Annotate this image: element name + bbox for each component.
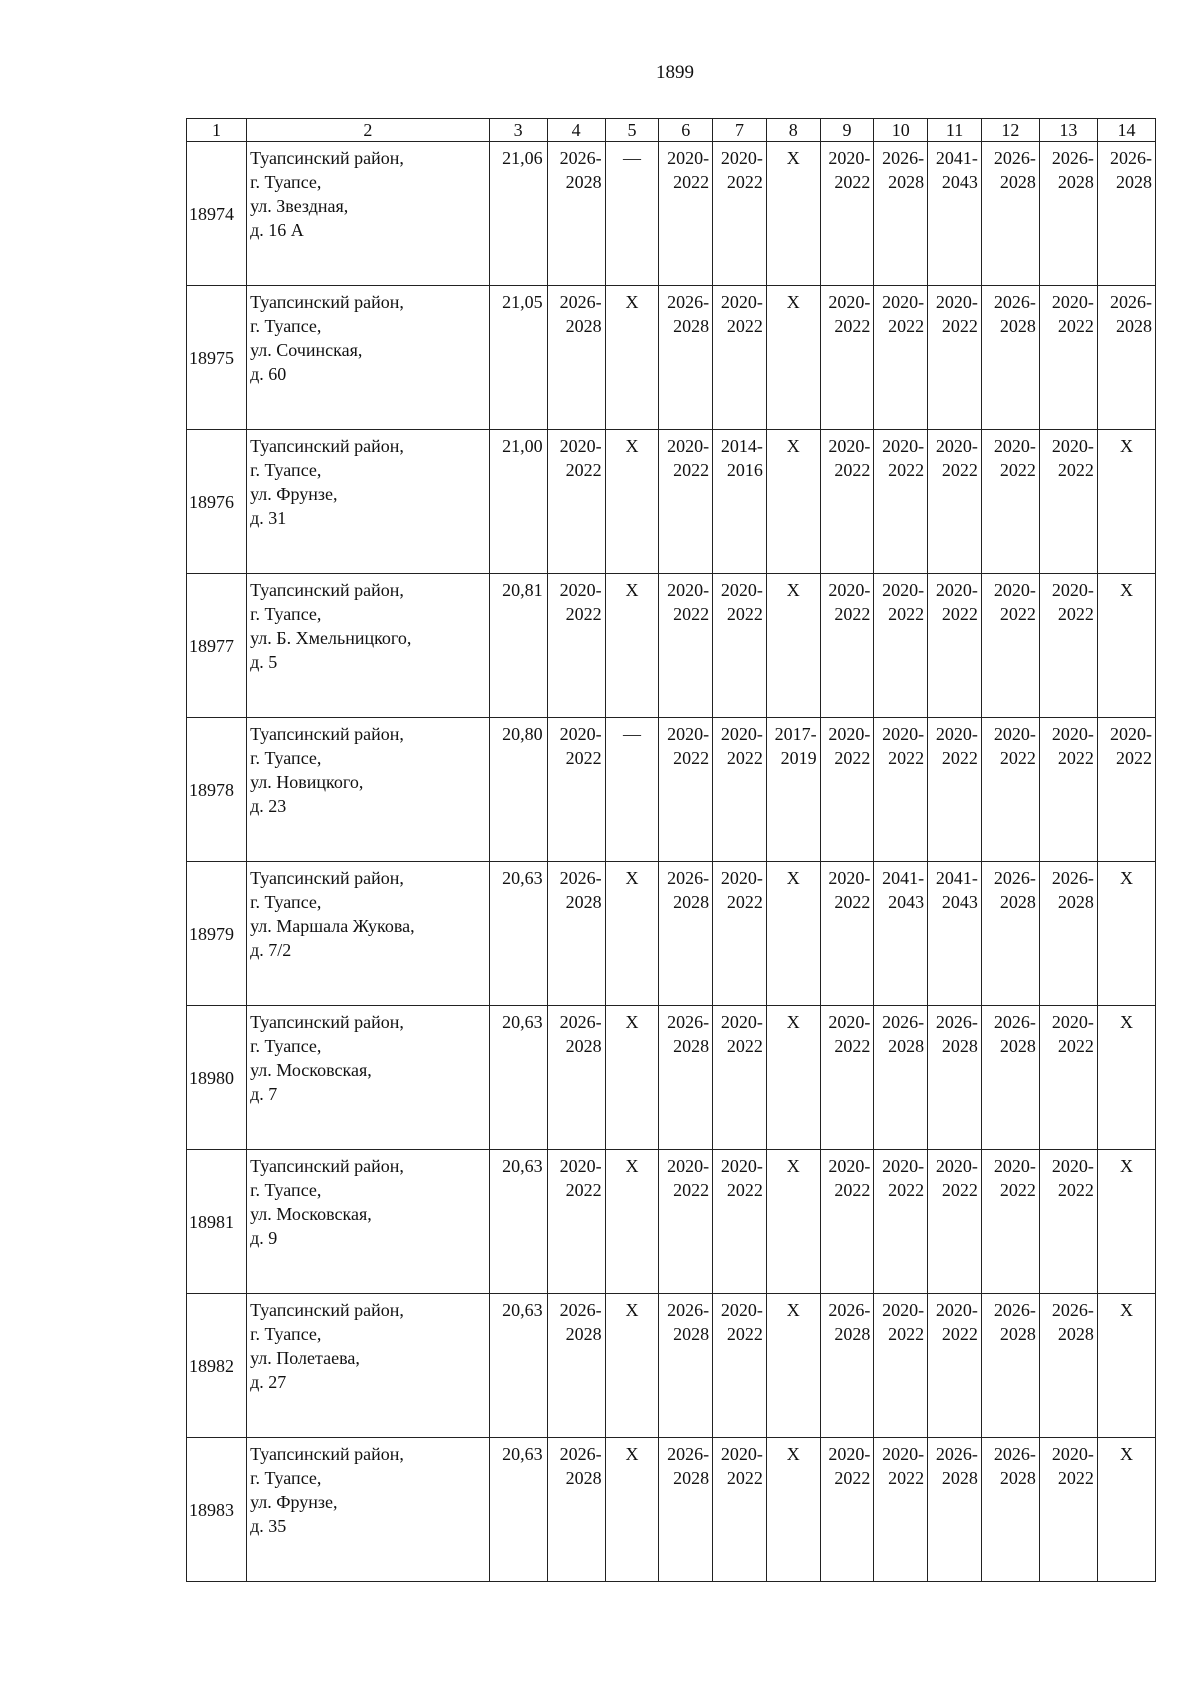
address-line: д. 35	[250, 1516, 287, 1536]
period-cell: 2020- 2022	[1039, 286, 1097, 430]
period-cell: 2020- 2022	[928, 286, 982, 430]
period-cell: 2041- 2043	[928, 142, 982, 286]
column-header: 10	[874, 119, 928, 142]
period-cell: 2041- 2043	[874, 862, 928, 1006]
address-cell	[247, 142, 490, 286]
period-cell: 2026- 2028	[1039, 1294, 1097, 1438]
period-cell: 2026- 2028	[547, 1006, 605, 1150]
address-cell	[247, 1150, 490, 1294]
mark-cell: X	[1097, 1150, 1155, 1294]
row-number: 18981	[187, 1150, 247, 1294]
address-line: Туапсинский район,	[250, 1300, 404, 1320]
mark-cell: X	[766, 142, 820, 286]
period-cell: 2020- 2022	[928, 574, 982, 718]
address-line: Туапсинский район,	[250, 1156, 404, 1176]
address-line: д. 7	[250, 1084, 278, 1104]
column-header: 7	[713, 119, 767, 142]
mark-cell: X	[1097, 574, 1155, 718]
mark-cell: X	[766, 1150, 820, 1294]
period-cell: 2026- 2028	[1097, 142, 1155, 286]
period-cell: 2020- 2022	[1039, 718, 1097, 862]
period-cell: 2026- 2028	[928, 1006, 982, 1150]
address-cell	[247, 1006, 490, 1150]
cost-cell: 20,63	[489, 1294, 547, 1438]
mark-cell: X	[1097, 1438, 1155, 1582]
address-cell	[247, 286, 490, 430]
column-header: 11	[928, 119, 982, 142]
period-cell: 2020- 2022	[820, 286, 874, 430]
column-header: 12	[981, 119, 1039, 142]
address-line: ул. Фрунзе,	[250, 484, 338, 504]
address-cell	[247, 718, 490, 862]
address-line: ул. Фрунзе,	[250, 1492, 338, 1512]
column-header: 3	[489, 119, 547, 142]
period-cell: 2020- 2022	[981, 430, 1039, 574]
row-number: 18983	[187, 1438, 247, 1582]
period-cell: 2026- 2028	[659, 1438, 713, 1582]
period-cell: 2020- 2022	[820, 574, 874, 718]
address-cell	[247, 1294, 490, 1438]
period-cell: 2026- 2028	[981, 1294, 1039, 1438]
address-line: г. Туапсе,	[250, 1036, 322, 1056]
period-cell: 2020- 2022	[659, 574, 713, 718]
period-cell: 2020- 2022	[1039, 1150, 1097, 1294]
period-cell: 2020- 2022	[713, 142, 767, 286]
table-row	[187, 1150, 1156, 1294]
table-row	[187, 430, 1156, 574]
cost-cell: 21,00	[489, 430, 547, 574]
address-line: г. Туапсе,	[250, 1468, 322, 1488]
address-line: Туапсинский район,	[250, 724, 404, 744]
period-cell: 2020- 2022	[659, 718, 713, 862]
period-cell: 2020- 2022	[1039, 574, 1097, 718]
address-line: ул. Маршала Жукова,	[250, 916, 415, 936]
column-header: 6	[659, 119, 713, 142]
address-line: г. Туапсе,	[250, 316, 322, 336]
address-line: г. Туапсе,	[250, 748, 322, 768]
address-line: Туапсинский район,	[250, 292, 404, 312]
period-cell: 2020- 2022	[874, 1294, 928, 1438]
period-cell: 2026- 2028	[547, 862, 605, 1006]
period-cell: 2020- 2022	[874, 430, 928, 574]
period-cell: 2020- 2022	[713, 1006, 767, 1150]
row-number: 18976	[187, 430, 247, 574]
period-cell: 2026- 2028	[981, 1438, 1039, 1582]
address-line: д. 16 А	[250, 220, 304, 240]
period-cell: 2026- 2028	[547, 286, 605, 430]
address-line: д. 60	[250, 364, 287, 384]
table-row	[187, 1438, 1156, 1582]
column-header: 13	[1039, 119, 1097, 142]
period-cell: 2020- 2022	[981, 574, 1039, 718]
row-number: 18980	[187, 1006, 247, 1150]
period-cell: 2020- 2022	[547, 1150, 605, 1294]
period-cell: 2020- 2022	[820, 718, 874, 862]
period-cell: 2020- 2022	[1039, 430, 1097, 574]
mark-cell: —	[605, 142, 659, 286]
period-cell: 2020- 2022	[713, 1438, 767, 1582]
column-header: 14	[1097, 119, 1155, 142]
period-cell: 2020- 2022	[659, 430, 713, 574]
cost-cell: 20,63	[489, 1150, 547, 1294]
address-line: ул. Полетаева,	[250, 1348, 360, 1368]
cost-cell: 20,80	[489, 718, 547, 862]
address-line: д. 23	[250, 796, 287, 816]
cost-cell: 20,81	[489, 574, 547, 718]
column-header: 4	[547, 119, 605, 142]
column-header: 1	[187, 119, 247, 142]
mark-cell: X	[1097, 862, 1155, 1006]
period-cell: 2020- 2022	[713, 286, 767, 430]
period-cell: 2020- 2022	[820, 142, 874, 286]
mark-cell: X	[766, 1438, 820, 1582]
mark-cell: X	[766, 286, 820, 430]
period-cell: 2026- 2028	[1097, 286, 1155, 430]
period-cell: 2020- 2022	[874, 1150, 928, 1294]
period-cell: 2020- 2022	[713, 718, 767, 862]
address-line: ул. Московская,	[250, 1204, 372, 1224]
mark-cell: X	[605, 1006, 659, 1150]
period-cell: 2026- 2028	[981, 286, 1039, 430]
mark-cell: X	[1097, 1006, 1155, 1150]
address-line: ул. Московская,	[250, 1060, 372, 1080]
address-line: д. 31	[250, 508, 287, 528]
address-line: ул. Звездная,	[250, 196, 349, 216]
period-cell: 2020- 2022	[928, 718, 982, 862]
period-cell: 2020- 2022	[820, 1438, 874, 1582]
address-line: г. Туапсе,	[250, 172, 322, 192]
address-line: д. 9	[250, 1228, 278, 1248]
cost-cell: 20,63	[489, 862, 547, 1006]
table-row	[187, 286, 1156, 430]
address-cell	[247, 862, 490, 1006]
mark-cell: X	[605, 286, 659, 430]
column-header: 5	[605, 119, 659, 142]
table-row	[187, 862, 1156, 1006]
period-cell: 2020- 2022	[1039, 1438, 1097, 1582]
period-cell: 2026- 2028	[874, 142, 928, 286]
period-cell: 2020- 2022	[928, 430, 982, 574]
period-cell: 2017- 2019	[766, 718, 820, 862]
table-row	[187, 718, 1156, 862]
address-cell	[247, 574, 490, 718]
period-cell: 2026- 2028	[547, 142, 605, 286]
cost-cell: 20,63	[489, 1006, 547, 1150]
table-row	[187, 574, 1156, 718]
address-line: г. Туапсе,	[250, 1324, 322, 1344]
cost-cell: 20,63	[489, 1438, 547, 1582]
address-line: Туапсинский район,	[250, 1012, 404, 1032]
address-line: д. 5	[250, 652, 278, 672]
period-cell: 2020- 2022	[1039, 1006, 1097, 1150]
mark-cell: X	[1097, 430, 1155, 574]
period-cell: 2026- 2028	[547, 1438, 605, 1582]
period-cell: 2020- 2022	[874, 574, 928, 718]
address-line: Туапсинский район,	[250, 868, 404, 888]
row-number: 18979	[187, 862, 247, 1006]
table-row	[187, 1006, 1156, 1150]
table-row	[187, 142, 1156, 286]
period-cell: 2026- 2028	[659, 862, 713, 1006]
period-cell: 2026- 2028	[659, 1294, 713, 1438]
period-cell: 2026- 2028	[1039, 142, 1097, 286]
address-line: г. Туапсе,	[250, 1180, 322, 1200]
column-number-row	[187, 119, 1156, 142]
period-cell: 2020- 2022	[981, 718, 1039, 862]
period-cell: 2020- 2022	[547, 430, 605, 574]
period-cell: 2014- 2016	[713, 430, 767, 574]
address-line: Туапсинский район,	[250, 148, 404, 168]
period-cell: 2026- 2028	[928, 1438, 982, 1582]
period-cell: 2020- 2022	[659, 142, 713, 286]
period-cell: 2026- 2028	[659, 1006, 713, 1150]
mark-cell: X	[605, 574, 659, 718]
address-line: д. 7/2	[250, 940, 292, 960]
address-line: д. 27	[250, 1372, 287, 1392]
period-cell: 2026- 2028	[981, 862, 1039, 1006]
mark-cell: X	[605, 1294, 659, 1438]
address-line: ул. Новицкого,	[250, 772, 364, 792]
period-cell: 2020- 2022	[874, 286, 928, 430]
period-cell: 2020- 2022	[928, 1150, 982, 1294]
period-cell: 2020- 2022	[874, 1438, 928, 1582]
mark-cell: X	[766, 1006, 820, 1150]
mark-cell: —	[605, 718, 659, 862]
cost-cell: 21,06	[489, 142, 547, 286]
row-number: 18977	[187, 574, 247, 718]
period-cell: 2020- 2022	[820, 862, 874, 1006]
mark-cell: X	[605, 430, 659, 574]
address-cell	[247, 1438, 490, 1582]
address-line: г. Туапсе,	[250, 892, 322, 912]
column-header: 2	[247, 119, 490, 142]
mark-cell: X	[605, 862, 659, 1006]
period-cell: 2020- 2022	[981, 1150, 1039, 1294]
period-cell: 2020- 2022	[820, 1006, 874, 1150]
column-header: 9	[820, 119, 874, 142]
period-cell: 2041- 2043	[928, 862, 982, 1006]
period-cell: 2020- 2022	[928, 1294, 982, 1438]
address-cell	[247, 430, 490, 574]
period-cell: 2026- 2028	[981, 1006, 1039, 1150]
page-number: 1899	[656, 62, 694, 83]
period-cell: 2020- 2022	[713, 1150, 767, 1294]
mark-cell: X	[1097, 1294, 1155, 1438]
row-number: 18975	[187, 286, 247, 430]
period-cell: 2026- 2028	[1039, 862, 1097, 1006]
mark-cell: X	[605, 1150, 659, 1294]
row-number: 18982	[187, 1294, 247, 1438]
address-line: Туапсинский район,	[250, 580, 404, 600]
period-cell: 2020- 2022	[1097, 718, 1155, 862]
register-table	[186, 118, 1156, 1582]
period-cell: 2026- 2028	[547, 1294, 605, 1438]
period-cell: 2026- 2028	[820, 1294, 874, 1438]
period-cell: 2026- 2028	[874, 1006, 928, 1150]
mark-cell: X	[766, 574, 820, 718]
period-cell: 2020- 2022	[659, 1150, 713, 1294]
mark-cell: X	[766, 862, 820, 1006]
row-number: 18978	[187, 718, 247, 862]
address-line: г. Туапсе,	[250, 604, 322, 624]
mark-cell: X	[605, 1438, 659, 1582]
period-cell: 2026- 2028	[981, 142, 1039, 286]
address-line: ул. Сочинская,	[250, 340, 363, 360]
period-cell: 2020- 2022	[820, 1150, 874, 1294]
period-cell: 2020- 2022	[713, 1294, 767, 1438]
cost-cell: 21,05	[489, 286, 547, 430]
period-cell: 2020- 2022	[713, 862, 767, 1006]
period-cell: 2020- 2022	[547, 574, 605, 718]
period-cell: 2020- 2022	[820, 430, 874, 574]
period-cell: 2026- 2028	[659, 286, 713, 430]
address-line: Туапсинский район,	[250, 436, 404, 456]
table-row	[187, 1294, 1156, 1438]
period-cell: 2020- 2022	[713, 574, 767, 718]
row-number: 18974	[187, 142, 247, 286]
column-header: 8	[766, 119, 820, 142]
mark-cell: X	[766, 1294, 820, 1438]
address-line: Туапсинский район,	[250, 1444, 404, 1464]
mark-cell: X	[766, 430, 820, 574]
address-line: ул. Б. Хмельницкого,	[250, 628, 412, 648]
table-body	[187, 142, 1156, 1582]
period-cell: 2020- 2022	[547, 718, 605, 862]
address-line: г. Туапсе,	[250, 460, 322, 480]
period-cell: 2020- 2022	[874, 718, 928, 862]
